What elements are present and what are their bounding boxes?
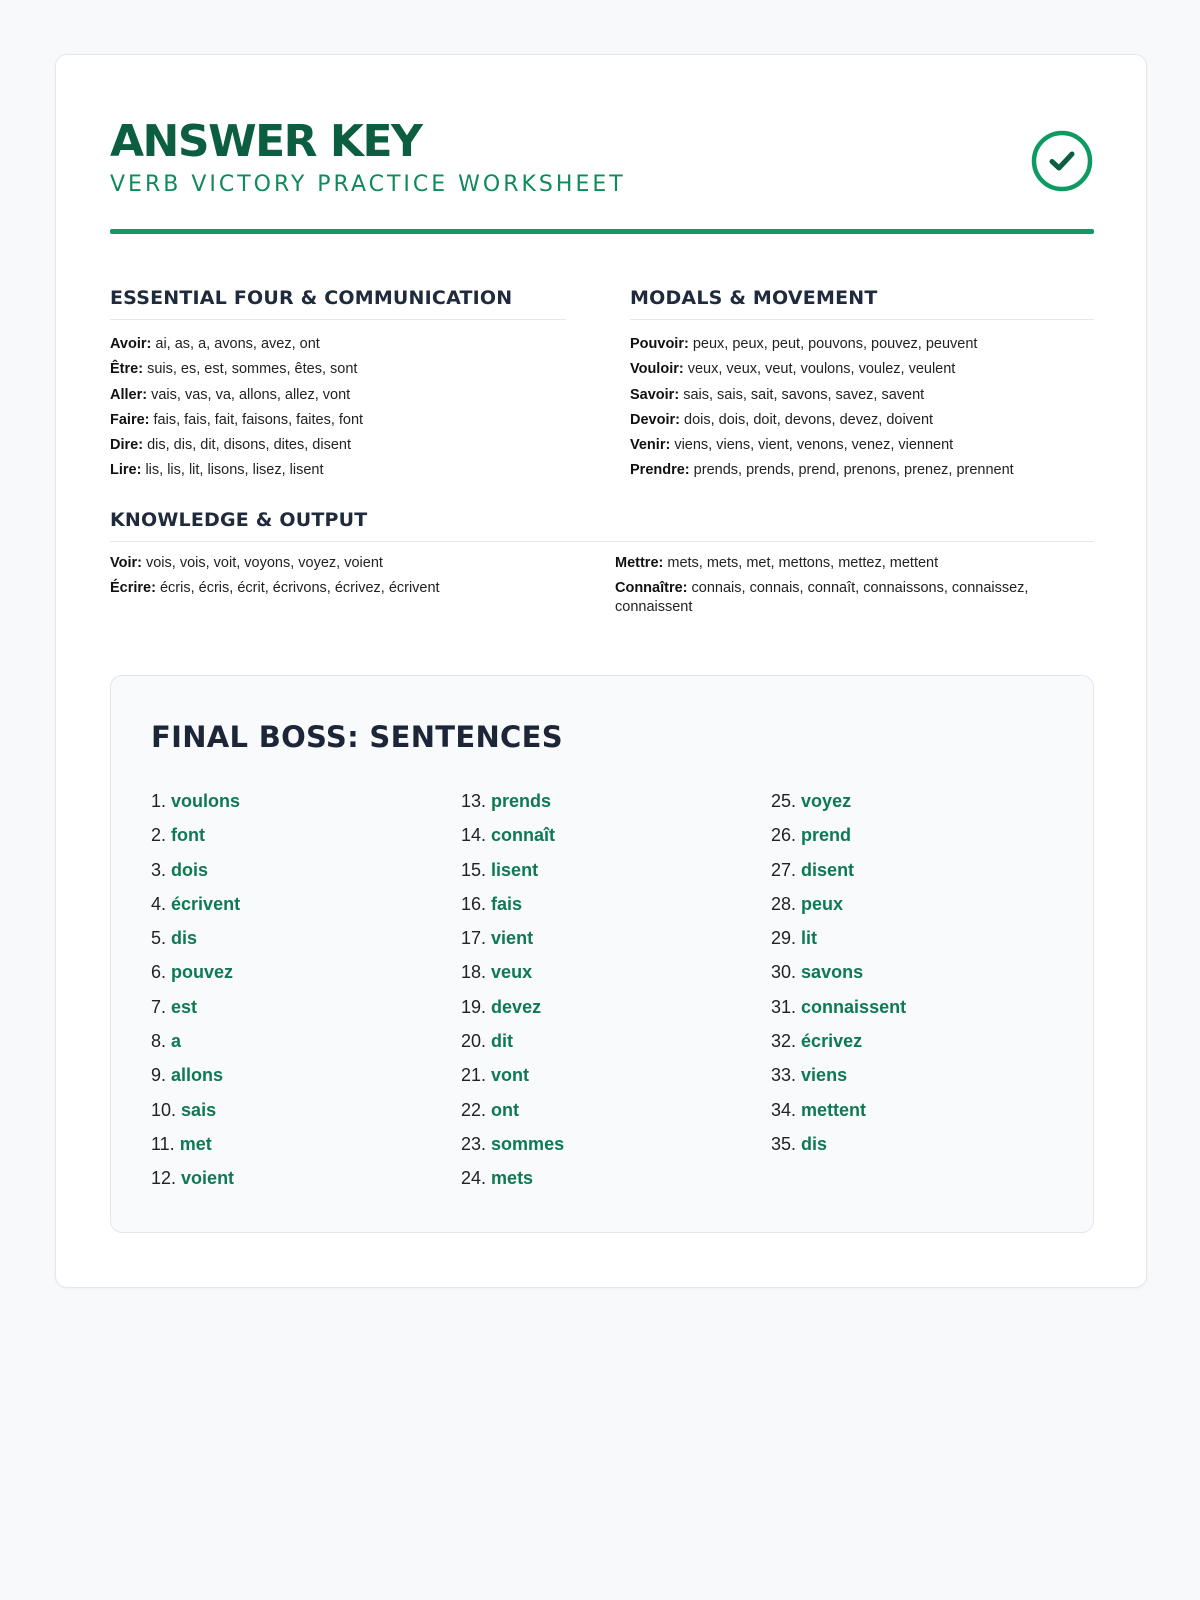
answer-text: voulons (171, 791, 241, 811)
answer-number: 28. (771, 893, 797, 914)
list-item (110, 383, 566, 408)
section-heading: KNOWLEDGE & OUTPUT (110, 509, 1094, 542)
verb-forms: vois, vois, voit, voyons, voyez, voient (145, 555, 383, 571)
answer-number: 35. (771, 1133, 797, 1154)
list-item (110, 579, 615, 598)
answer-number: 22. (461, 1099, 487, 1120)
answer-number: 14. (461, 825, 487, 846)
verb-forms: mets, mets, met, mettons, mettez, mettent (667, 555, 939, 571)
list-item (630, 433, 1094, 458)
verb-name: Dire: (110, 437, 144, 454)
knowledge-columns (110, 554, 1094, 623)
answer-number: 27. (771, 859, 797, 880)
answer-item (151, 921, 461, 955)
answer-column-3 (771, 784, 1081, 1196)
verb-name: Vouloir: (630, 361, 684, 378)
answer-text: connaît (491, 825, 556, 846)
header (110, 115, 1094, 235)
answer-item (151, 1024, 461, 1058)
answer-text: est (171, 996, 198, 1017)
answer-item (151, 990, 461, 1024)
list-item (630, 357, 1094, 382)
answer-text: savons (801, 962, 864, 983)
verb-name: Avoir: (110, 336, 152, 352)
verb-forms: suis, es, est, sommes, êtes, sont (147, 361, 358, 378)
answer-item (461, 1093, 771, 1127)
section-heading: ESSENTIAL FOUR & COMMUNICATION (110, 287, 566, 320)
answer-number: 1. (151, 791, 167, 811)
answer-item (771, 1024, 1081, 1058)
verb-name: Être: (110, 361, 144, 378)
answer-item (151, 784, 461, 818)
answer-item (151, 887, 461, 921)
answer-item (461, 818, 771, 852)
list-item (630, 408, 1094, 433)
answer-text: sais (181, 1099, 217, 1120)
answer-text: veux (491, 962, 533, 983)
answer-item (771, 990, 1081, 1024)
section-modals (630, 287, 1094, 484)
answer-text: voient (181, 1168, 235, 1189)
answer-column-2 (461, 784, 771, 1196)
verb-forms: connais, connais, connaît, connaissons, connaissez, connaissent (615, 580, 1029, 615)
answer-text: dis (801, 1133, 828, 1154)
page-subtitle: VERB VICTORY PRACTICE WORKSHEET (110, 172, 626, 197)
list-item (615, 554, 1094, 573)
answer-text: sommes (491, 1133, 565, 1154)
verb-name: Savoir: (630, 386, 680, 403)
verb-name: Venir: (630, 437, 671, 454)
list-item (110, 408, 566, 433)
answer-number: 4. (151, 893, 167, 914)
answer-text: lisent (491, 859, 539, 880)
answer-number: 23. (461, 1133, 487, 1154)
answer-item (771, 853, 1081, 887)
answer-number: 3. (151, 859, 167, 880)
answer-number: 29. (771, 928, 797, 949)
verb-name: Voir: (110, 555, 142, 571)
answer-text: vont (491, 1065, 530, 1086)
list-item (630, 458, 1094, 483)
answer-number: 5. (151, 928, 167, 949)
verb-forms: veux, veux, veut, voulons, voulez, veulent (687, 361, 956, 378)
answer-text: prends (491, 791, 552, 811)
answer-item (461, 1161, 771, 1195)
answer-item (151, 1058, 461, 1092)
list-item (110, 433, 566, 458)
answer-text: vient (491, 928, 534, 949)
verb-name: Prendre: (630, 462, 690, 479)
answer-number: 12. (151, 1168, 177, 1189)
answer-number: 13. (461, 791, 487, 811)
answer-item (771, 818, 1081, 852)
answer-text: mets (491, 1168, 534, 1189)
verb-name: Mettre: (615, 555, 664, 571)
answer-number: 32. (771, 1031, 797, 1052)
verb-forms: sais, sais, sait, savons, savez, savent (683, 386, 925, 403)
answer-item (151, 955, 461, 989)
answer-item (151, 1127, 461, 1161)
answer-number: 11. (151, 1133, 175, 1154)
answer-number: 6. (151, 962, 167, 983)
answer-number: 30. (771, 962, 797, 983)
answer-item (151, 818, 461, 852)
answer-text: dis (171, 928, 198, 949)
answer-columns (151, 784, 1081, 1196)
answer-text: ont (491, 1099, 520, 1120)
answer-item (461, 1024, 771, 1058)
answer-item (771, 784, 1081, 818)
answer-number: 17. (461, 928, 487, 949)
answer-text: prend (801, 825, 852, 846)
answer-item (771, 921, 1081, 955)
answer-text: a (171, 1031, 182, 1052)
answer-text: mettent (801, 1099, 867, 1120)
final-boss-heading: FINAL BOSS: SENTENCES (151, 720, 563, 754)
answer-item (771, 1058, 1081, 1092)
verb-forms: lis, lis, lit, lisons, lisez, lisent (145, 462, 324, 479)
answer-text: devez (491, 996, 542, 1017)
answer-number: 7. (151, 996, 167, 1017)
section-knowledge (110, 509, 1094, 623)
answer-item (151, 1093, 461, 1127)
verb-name: Aller: (110, 386, 148, 403)
answer-number: 26. (771, 825, 797, 846)
verb-forms: écris, écris, écrit, écrivons, écrivez, écrivent (159, 580, 440, 596)
answer-text: fais (491, 893, 523, 914)
verb-name: Pouvoir: (630, 336, 689, 352)
list-item (630, 383, 1094, 408)
check-circle-icon (1030, 129, 1094, 193)
section-heading: MODALS & MOVEMENT (630, 287, 1094, 320)
verb-forms: dois, dois, doit, devons, devez, doivent (684, 411, 934, 428)
answer-number: 15. (461, 859, 487, 880)
answer-item (461, 955, 771, 989)
answer-number: 24. (461, 1168, 487, 1189)
answer-number: 10. (151, 1099, 177, 1120)
answer-number: 34. (771, 1099, 797, 1120)
answer-text: dit (491, 1031, 514, 1052)
answer-item (461, 1127, 771, 1161)
answer-key-card (55, 54, 1147, 1288)
verb-forms: dis, dis, dit, disons, dites, disent (147, 437, 351, 454)
answer-item (151, 853, 461, 887)
answer-item (461, 853, 771, 887)
answer-number: 9. (151, 1065, 167, 1086)
verb-list (110, 332, 566, 484)
answer-item (461, 921, 771, 955)
answer-number: 18. (461, 962, 487, 983)
page-title: ANSWER KEY (110, 116, 422, 167)
answer-text: met (179, 1133, 212, 1154)
verb-forms: prends, prends, prend, prenons, prenez, prennent (693, 462, 1014, 479)
answer-text: dois (171, 859, 209, 880)
verb-name: Connaître: (615, 580, 688, 596)
answer-text: allons (171, 1065, 224, 1086)
list-item (630, 332, 1094, 357)
answer-text: écrivent (171, 893, 241, 914)
verb-name: Faire: (110, 411, 150, 428)
knowledge-right-list (615, 554, 1094, 623)
answer-text: voyez (801, 791, 852, 811)
answer-text: font (171, 825, 206, 846)
verb-name: Écrire: (110, 580, 156, 596)
answer-text: viens (801, 1065, 848, 1086)
answer-item (461, 990, 771, 1024)
answer-text: lit (801, 928, 818, 949)
answer-item (771, 887, 1081, 921)
answer-item (151, 1161, 461, 1195)
answer-number: 20. (461, 1031, 487, 1052)
verb-forms: viens, viens, vient, venons, venez, viennent (674, 437, 954, 454)
list-item (615, 579, 1094, 616)
answer-item (771, 1127, 1081, 1161)
verb-list (630, 332, 1094, 484)
answer-text: disent (801, 859, 855, 880)
list-item (110, 458, 566, 483)
verb-name: Devoir: (630, 411, 680, 428)
answer-number: 2. (151, 825, 167, 846)
answer-number: 16. (461, 893, 487, 914)
answer-number: 19. (461, 996, 487, 1017)
knowledge-left-list (110, 554, 615, 623)
answer-number: 33. (771, 1065, 797, 1086)
answer-column-1 (151, 784, 461, 1196)
verb-forms: fais, fais, fait, faisons, faites, font (153, 411, 364, 428)
answer-text: pouvez (171, 962, 234, 983)
verb-forms: peux, peux, peut, pouvons, pouvez, peuvent (692, 336, 978, 352)
list-item (110, 332, 566, 357)
header-divider (110, 229, 1094, 234)
list-item (110, 554, 615, 573)
verb-forms: vais, vas, va, allons, allez, vont (151, 386, 351, 403)
final-boss-panel (110, 675, 1094, 1233)
answer-item (771, 1093, 1081, 1127)
answer-number: 31. (771, 996, 797, 1017)
verb-forms: ai, as, a, avons, avez, ont (155, 336, 320, 352)
answer-number: 21. (461, 1065, 487, 1086)
answer-item (461, 784, 771, 818)
answer-text: écrivez (801, 1031, 863, 1052)
answer-number: 25. (771, 791, 797, 811)
section-essential (110, 287, 566, 484)
answer-item (461, 1058, 771, 1092)
verb-name: Lire: (110, 462, 142, 479)
answer-text: connaissent (801, 996, 907, 1017)
answer-text: peux (801, 893, 844, 914)
answer-number: 8. (151, 1031, 167, 1052)
answer-item (461, 887, 771, 921)
list-item (110, 357, 566, 382)
answer-item (771, 955, 1081, 989)
